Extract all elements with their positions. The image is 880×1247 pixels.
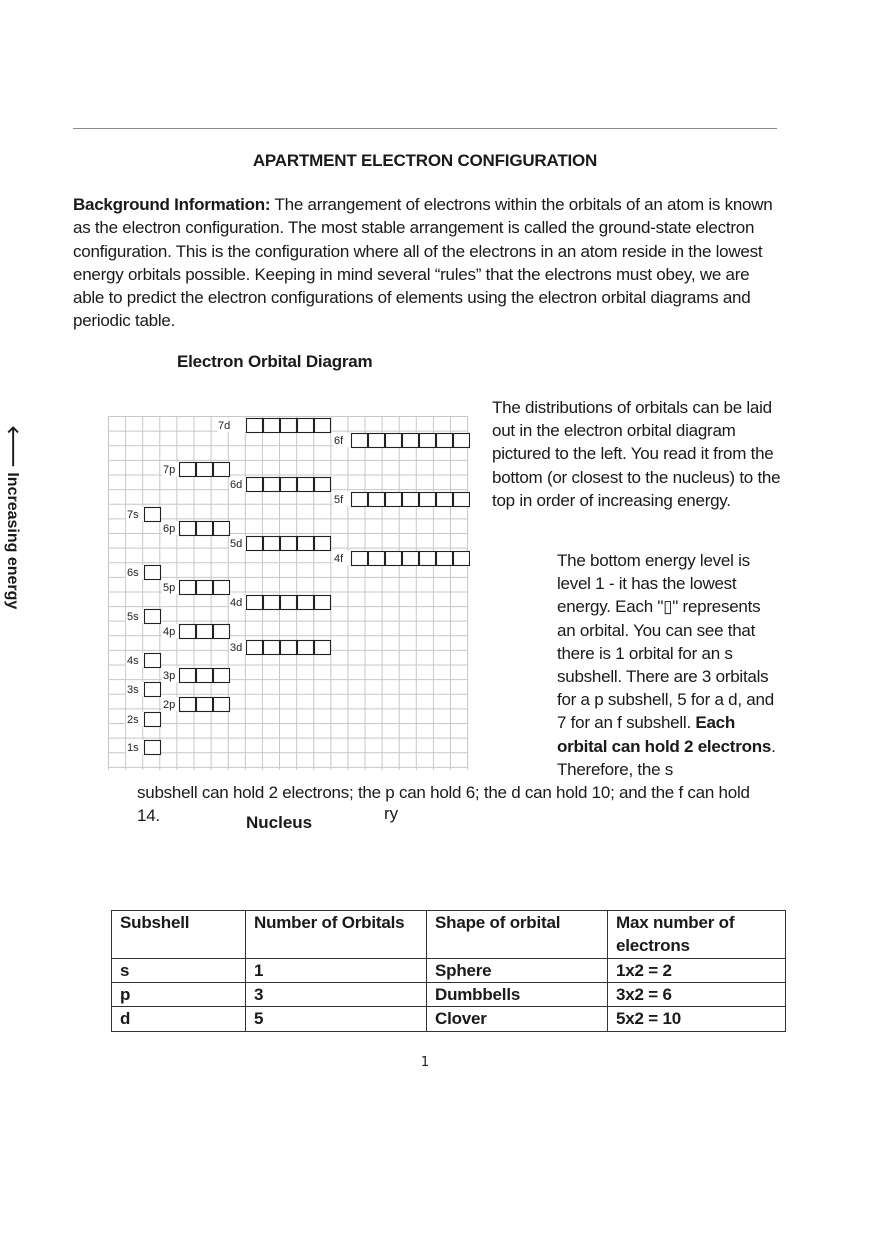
orbital-box xyxy=(264,537,280,551)
orbital-box xyxy=(145,713,161,727)
subshell-label: 6f xyxy=(334,435,344,447)
orbital-box xyxy=(298,596,314,610)
orbital-box xyxy=(386,434,402,448)
orbital-subshell-4p xyxy=(162,624,230,639)
orbital-box xyxy=(352,493,368,507)
subshell-label: 5d xyxy=(230,538,243,550)
energy-axis-label xyxy=(4,425,54,610)
orbital-box xyxy=(197,625,213,639)
orbital-box xyxy=(247,596,263,610)
orbital-box xyxy=(264,641,280,655)
orbital-subshell-4s xyxy=(126,653,161,668)
orbital-box xyxy=(197,581,213,595)
orbital-subshell-6s xyxy=(126,565,161,580)
subshell-label: 4s xyxy=(127,655,139,667)
orbital-capacity-emphasis: Each orbital can hold 2 electrons xyxy=(557,713,772,756)
orbital-subshell-3s xyxy=(126,682,161,697)
subshell-label: 7s xyxy=(127,509,139,521)
orbital-box xyxy=(420,552,436,566)
orbital-box xyxy=(420,434,436,448)
orbital-box xyxy=(454,434,470,448)
header-shape: Shape of orbital xyxy=(427,911,608,959)
energy-level-text-2: " represents an orbital. You can see that there is 1 orbital for an s subshell. There are 3 orbitals for a p subshell, 5 for a d, and 7 for an f subshell. xyxy=(557,597,774,733)
orbital-subshell-5p xyxy=(162,580,230,595)
orbital-box xyxy=(214,463,230,477)
table-row xyxy=(112,959,786,983)
table-cell: 5 xyxy=(246,1007,427,1032)
orbital-subshell-5d xyxy=(229,536,331,551)
orbital-box xyxy=(437,493,453,507)
orbital-box xyxy=(180,625,196,639)
subshell-label: 4f xyxy=(334,553,344,565)
distribution-paragraph: The distributions of orbitals can be laid out in the electron orbital diagram pictured to the left. You read it from the bottom (or closest to the nucleus) to the top in order of increasing energy. xyxy=(492,398,781,510)
table-cell: 5x2 = 10 xyxy=(608,1007,786,1032)
orbital-subshell-2p xyxy=(162,697,230,712)
orbital-box xyxy=(281,537,297,551)
orbital-box xyxy=(420,493,436,507)
table-cell: d xyxy=(112,1007,246,1032)
orbital-box xyxy=(197,669,213,683)
capacity-continuation: subshell can hold 2 electrons; the p can hold 6; the d can hold 10; and the f can hold 14. xyxy=(137,783,750,826)
orbital-box xyxy=(454,493,470,507)
orbital-box xyxy=(145,566,161,580)
orbital-box xyxy=(437,552,453,566)
orbital-box xyxy=(369,434,385,448)
orbital-subshell-3d xyxy=(229,640,331,655)
orbital-box xyxy=(180,463,196,477)
orbital-subshell-5s xyxy=(126,609,161,624)
header-rule xyxy=(73,128,777,129)
table-header-row xyxy=(112,911,786,959)
subshell-label: 6p xyxy=(163,523,176,535)
orbital-box xyxy=(247,537,263,551)
orbital-box xyxy=(247,478,263,492)
orbital-subshell-3p xyxy=(162,668,230,683)
header-max-electrons: Max number of electrons xyxy=(608,911,786,959)
orbital-box xyxy=(298,419,314,433)
orbital-box xyxy=(214,669,230,683)
orbital-subshell-4f xyxy=(333,551,470,566)
subshell-label: 6d xyxy=(230,479,243,491)
orbital-box xyxy=(180,669,196,683)
diagram-title: Electron Orbital Diagram xyxy=(177,352,373,371)
orbital-box xyxy=(214,581,230,595)
table-cell: Sphere xyxy=(427,959,608,983)
orbital-box xyxy=(214,698,230,712)
orbital-box xyxy=(315,478,331,492)
subshell-label: 7p xyxy=(163,464,176,476)
subshell-table xyxy=(111,910,786,1032)
orbital-subshell-4d xyxy=(229,595,331,610)
orbital-box xyxy=(386,493,402,507)
orbital-box xyxy=(315,641,331,655)
subshell-label: 2p xyxy=(163,699,176,711)
orbital-box xyxy=(352,552,368,566)
energy-level-text-3: . Therefore, the s xyxy=(557,736,776,779)
orbital-subshell-6f xyxy=(333,433,470,448)
orbital-subshell-1s xyxy=(126,740,161,755)
energy-axis-text: 🡐 Increasing energy xyxy=(4,425,21,610)
orbital-box xyxy=(281,641,297,655)
orbital-box xyxy=(180,581,196,595)
orbital-box-glyph: ▯ xyxy=(663,597,673,617)
orbital-box xyxy=(315,537,331,551)
orbital-box xyxy=(403,434,419,448)
orbital-box xyxy=(145,683,161,697)
orbital-box xyxy=(403,552,419,566)
subshell-label: 1s xyxy=(127,742,139,754)
stray-text: ry xyxy=(384,804,399,823)
orbital-box xyxy=(145,610,161,624)
nucleus-label: Nucleus xyxy=(246,813,313,832)
energy-level-paragraph xyxy=(557,549,782,781)
orbital-box xyxy=(264,478,280,492)
orbital-box xyxy=(145,508,161,522)
subshell-label: 2s xyxy=(127,714,139,726)
orbital-box xyxy=(281,478,297,492)
orbital-box xyxy=(197,522,213,536)
subshell-label: 7d xyxy=(218,420,231,432)
orbital-subshell-5f xyxy=(333,492,470,507)
background-text: The arrangement of electrons within the orbitals of an atom is known as the electron configuration. The most stable arrangement is called the ground-state electron configuration. This is the configuration where all of the electrons in an atom reside in the lowest energy orbitals possible. Keeping in mind several “rules” that the electrons must obey, we are able to predict the electron configurations of elements using the electron orbital diagrams and periodic table. xyxy=(73,195,773,331)
subshell-label: 5s xyxy=(127,611,139,623)
orbital-box xyxy=(214,522,230,536)
orbital-box xyxy=(315,596,331,610)
orbital-box xyxy=(369,552,385,566)
subshell-label: 6s xyxy=(127,567,139,579)
table-cell: 3x2 = 6 xyxy=(608,983,786,1007)
orbital-box xyxy=(214,625,230,639)
orbital-box xyxy=(403,493,419,507)
orbital-box xyxy=(298,537,314,551)
table-row xyxy=(112,1007,786,1032)
table-cell: s xyxy=(112,959,246,983)
orbital-box xyxy=(281,596,297,610)
subshell-label: 3s xyxy=(127,684,139,696)
orbital-box xyxy=(386,552,402,566)
orbital-box xyxy=(145,654,161,668)
header-number-of-orbitals: Number of Orbitals xyxy=(246,911,427,959)
orbital-box xyxy=(197,698,213,712)
orbital-box xyxy=(298,641,314,655)
orbital-box xyxy=(315,419,331,433)
subshell-label: 3p xyxy=(163,670,176,682)
table-cell: 3 xyxy=(246,983,427,1007)
orbital-subshell-6d xyxy=(229,477,331,492)
orbital-box xyxy=(454,552,470,566)
orbital-box xyxy=(247,419,263,433)
table-cell: 1x2 = 2 xyxy=(608,959,786,983)
page-number: 1 xyxy=(420,1055,430,1070)
orbital-box xyxy=(145,741,161,755)
orbital-box xyxy=(247,641,263,655)
header-subshell: Subshell xyxy=(112,911,246,959)
orbital-box xyxy=(180,698,196,712)
orbital-box xyxy=(352,434,368,448)
orbital-box xyxy=(369,493,385,507)
page-title: APARTMENT ELECTRON CONFIGURATION xyxy=(252,151,598,170)
subshell-label: 4p xyxy=(163,626,176,638)
orbital-subshell-7p xyxy=(162,462,230,477)
subshell-label: 3d xyxy=(230,642,243,654)
orbital-box xyxy=(298,478,314,492)
orbital-box xyxy=(281,419,297,433)
subshell-label: 4d xyxy=(230,597,243,609)
orbital-box xyxy=(197,463,213,477)
background-paragraph xyxy=(73,193,783,333)
table-row xyxy=(112,983,786,1007)
energy-level-text-1: The bottom energy level is level 1 - it has the lowest energy. Each " xyxy=(557,551,750,617)
orbital-subshell-6p xyxy=(162,521,230,536)
orbital-subshell-7d xyxy=(217,418,331,433)
orbital-box xyxy=(180,522,196,536)
orbital-box xyxy=(264,419,280,433)
subshell-label: 5f xyxy=(334,494,344,506)
table-cell: Dumbbells xyxy=(427,983,608,1007)
table-cell: p xyxy=(112,983,246,1007)
orbital-subshell-2s xyxy=(126,712,161,727)
orbital-subshell-7s xyxy=(126,507,161,522)
orbital-box xyxy=(264,596,280,610)
background-label: Background Information: xyxy=(73,195,271,214)
subshell-label: 5p xyxy=(163,582,176,594)
orbital-box xyxy=(437,434,453,448)
table-cell: 1 xyxy=(246,959,427,983)
table-cell: Clover xyxy=(427,1007,608,1032)
orbital-diagram xyxy=(108,416,470,772)
